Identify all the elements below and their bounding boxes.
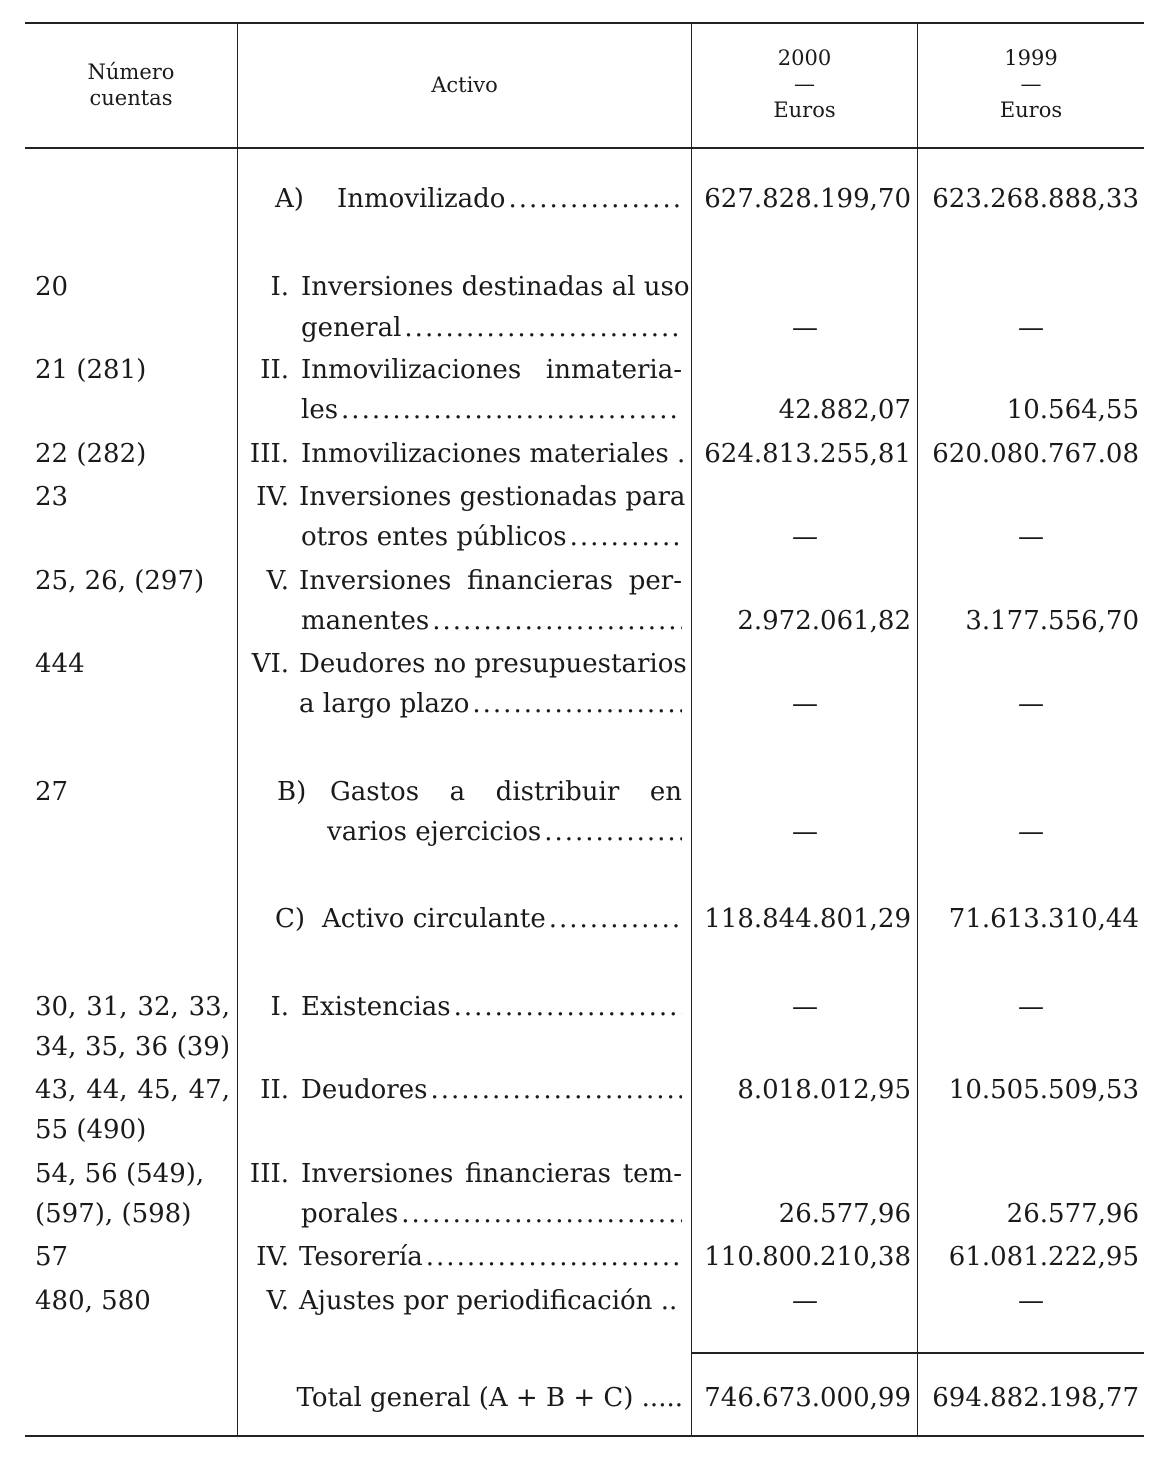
row-a4-roman: IV. (256, 482, 289, 512)
balance-table (25, 22, 1144, 1437)
col-divider-3 (917, 22, 918, 1436)
section-a-text: Inmovilizado (337, 184, 506, 214)
row-a3-account: 22 (282) (35, 439, 147, 469)
section-c-2000: 118.844.801,29 (704, 904, 911, 934)
header-2000-sep: — (794, 72, 815, 96)
row-c4-text: Tesorería (299, 1242, 423, 1272)
total-label: Total general (A + B + C) ..... (296, 1383, 683, 1413)
row-a6-line1: Deudores no presupuestarios (299, 649, 687, 679)
row-a5-line1: Inversiones financieras per- (299, 566, 682, 596)
row-c3-line1: Inversiones financieras tem- (301, 1159, 682, 1189)
row-a2-account: 21 (281) (35, 355, 147, 385)
row-c3-2000: 26.577,96 (778, 1199, 911, 1229)
row-a2-1999: 10.564,55 (1006, 395, 1139, 425)
section-c-label (322, 904, 682, 934)
row-c5-2000: — (792, 1286, 818, 1316)
row-a4-line2 (301, 522, 682, 552)
row-a3-1999: 620.080.767.08 (932, 439, 1139, 469)
section-a-label (337, 184, 682, 214)
row-a5-account: 25, 26, (297) (35, 566, 205, 596)
row-a4-line1: Inversiones gestionadas para (299, 482, 686, 512)
col-divider-1 (237, 22, 238, 1436)
header-1999-sep: — (1020, 72, 1042, 96)
section-c-letter: C) (275, 904, 306, 934)
row-c5-line1: Ajustes por periodificación .. (299, 1286, 678, 1316)
header-2000 (692, 45, 917, 123)
section-b-line2 (327, 817, 682, 847)
row-a1-line2 (301, 313, 682, 343)
row-c4-2000: 110.800.210,38 (704, 1242, 911, 1272)
header-1999-year: 1999 (1004, 46, 1058, 70)
total-2000: 746.673.000,99 (704, 1383, 911, 1413)
row-c5-account1: 480, 580 (35, 1286, 151, 1316)
row-c4-account1: 57 (35, 1242, 69, 1272)
row-a5-line2 (301, 606, 682, 636)
row-c2-2000: 8.018.012,95 (737, 1075, 911, 1105)
row-a6-1999: — (1018, 689, 1044, 719)
row-c4-label (299, 1242, 682, 1272)
row-a1-account: 20 (35, 272, 69, 302)
row-c3-roman: III. (249, 1159, 289, 1189)
row-a4-line2-text: otros entes públicos (301, 522, 567, 552)
row-c4-1999: 61.081.222,95 (948, 1242, 1139, 1272)
row-c2-roman: II. (260, 1075, 289, 1105)
row-c2-account1: 43, 44, 45, 47, (35, 1075, 230, 1105)
header-1999-unit: Euros (999, 98, 1063, 122)
row-c5-1999: — (1018, 1286, 1044, 1316)
row-c2-account2: 55 (490) (35, 1115, 147, 1145)
section-b-account: 27 (35, 777, 69, 807)
header-activo (238, 72, 691, 98)
row-a2-line2-text: les (301, 395, 339, 425)
row-c4-roman: IV. (256, 1242, 289, 1272)
section-b-line1: Gastos a distribuir en (330, 777, 682, 807)
row-a1-line2-text: general (301, 313, 402, 343)
row-a1-line1: Inversiones destinadas al uso (301, 272, 690, 302)
header-activo-label: Activo (431, 73, 498, 97)
section-a-1999: 623.268.888,33 (932, 184, 1139, 214)
section-c-text: Activo circulante (322, 904, 546, 934)
header-accounts-line2: cuentas (89, 86, 173, 110)
row-c1-account1: 30, 31, 32, 33, (35, 992, 230, 1022)
row-a2-roman: II. (260, 355, 289, 385)
row-a6-roman: VI. (251, 649, 289, 679)
row-c2-label (301, 1075, 682, 1105)
row-c3-line2 (301, 1199, 682, 1229)
row-a1-2000: — (792, 313, 818, 343)
row-c1-text: Existencias (301, 992, 451, 1022)
row-c3-account1: 54, 56 (549), (35, 1159, 205, 1189)
row-a1-roman: I. (270, 272, 289, 302)
row-a5-2000: 2.972.061,82 (737, 606, 911, 636)
section-b-2000: — (792, 817, 818, 847)
row-c3-line2-text: porales (301, 1199, 399, 1229)
header-accounts-line1: Número (87, 60, 175, 84)
row-a6-line2 (299, 689, 682, 719)
bottom-rule (25, 1435, 1144, 1437)
row-a2-line2 (301, 395, 682, 425)
row-a3-line1: Inmovilizaciones materiales . (301, 439, 686, 469)
row-c1-label (301, 992, 682, 1022)
row-a3-2000: 624.813.255,81 (704, 439, 911, 469)
row-a4-2000: — (792, 522, 818, 552)
row-c2-1999: 10.505.509,53 (948, 1075, 1139, 1105)
row-a4-1999: — (1018, 522, 1044, 552)
row-a5-roman: V. (266, 566, 289, 596)
section-b-1999: — (1018, 817, 1044, 847)
row-a6-2000: — (792, 689, 818, 719)
header-2000-year: 2000 (777, 46, 832, 70)
row-a1-1999: — (1018, 313, 1044, 343)
header-2000-unit: Euros (773, 98, 836, 122)
row-a2-line1: Inmovilizaciones inmateria- (301, 355, 682, 385)
row-c1-roman: I. (270, 992, 289, 1022)
row-c1-account2: 34, 35, 36 (39) (35, 1032, 230, 1062)
header-1999 (918, 45, 1144, 123)
row-c3-1999: 26.577,96 (1006, 1199, 1139, 1229)
section-c-1999: 71.613.310,44 (948, 904, 1139, 934)
row-c3-account2: (597), (598) (35, 1199, 192, 1229)
row-c1-1999: — (1018, 992, 1044, 1022)
top-rule (25, 22, 1144, 24)
total-1999: 694.882.198,77 (932, 1383, 1139, 1413)
section-b-line2-text: varios ejercicios (327, 817, 542, 847)
row-a6-account: 444 (35, 649, 85, 679)
row-c1-2000: — (792, 992, 818, 1022)
header-accounts (25, 59, 237, 111)
row-c2-text: Deudores (301, 1075, 428, 1105)
col-divider-2 (691, 22, 692, 1436)
row-a5-line2-text: manentes (301, 606, 430, 636)
row-a5-1999: 3.177.556,70 (965, 606, 1139, 636)
section-a-2000: 627.828.199,70 (704, 184, 911, 214)
header-rule (25, 147, 1144, 149)
row-a4-account: 23 (35, 482, 69, 512)
row-a3-roman: III. (249, 439, 289, 469)
section-a-letter: A) (275, 184, 304, 214)
row-c5-roman: V. (266, 1286, 289, 1316)
row-a6-line2-text: a largo plazo (299, 689, 470, 719)
section-b-letter: B) (277, 777, 307, 807)
row-a2-2000: 42.882,07 (778, 395, 911, 425)
